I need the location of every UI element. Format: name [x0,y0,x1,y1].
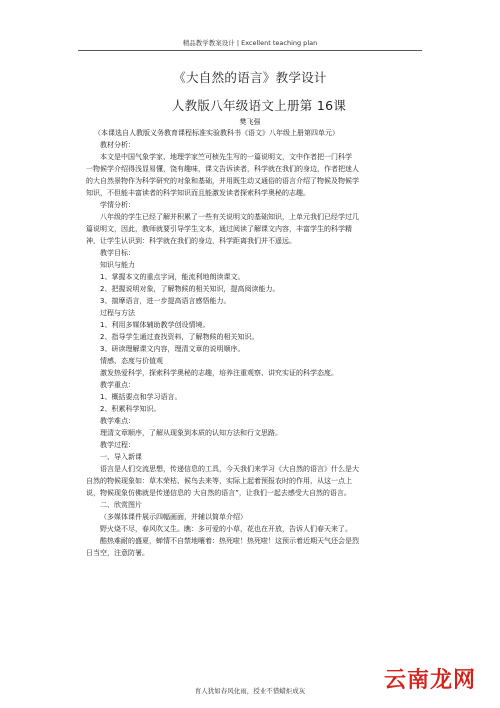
page-footer: 育人犹如春风化雨，授业不惜蜡炬成灰 [194,687,306,695]
text-line: 野火烧不尽，春风吹又生。瞧：多可爱的小草，花也在开放，告诉人们春天来了。 [100,525,352,533]
text-line: 理清文章顺序，了解从现象到本质的认知方法和行文思路。 [100,429,282,437]
author-name: 樊飞强 [239,118,261,126]
subsection-heading: 知识与能力 [100,261,135,269]
subsection-heading: 二、欣赏图片 [100,501,142,509]
text-line: 日当空，注意防暑。 [86,549,149,557]
list-item: 1、利用多媒体辅助教学创设情境。 [100,321,210,329]
text-line: 的大自然景物作为科学研究的对象和基础，并用既生动又通俗的语言介绍了物候及物候学 [86,177,359,185]
text-line: （多媒体课件展示四幅画面，并辅以简单介绍） [100,513,247,521]
section-heading: 教材分析： [100,141,135,149]
list-item: 3、研读理解课文内容，理清文章的说明顺序。 [100,345,245,353]
text-line: 本文是中国气象学家、地理学家竺可桢先生写的一篇说明文，文中作者把一门科学 [100,153,352,161]
text-line: 一物候学介绍得浅显易懂，饶有趣味，课文告诉读者，科学就在我们的身边，作者把迷人 [86,165,359,173]
subsection-heading: 过程与方法 [100,309,135,317]
watermark-logo: 云南龙网 [370,658,490,698]
text-line: 神，让学生认识到：科学就在我们的身边，科学距离我们并不遥远。 [86,237,296,245]
text-line: （本课选自人教版义务教育课程标准实验教科书《语文》八年级上册第四单元） [94,129,339,137]
list-item: 3、揣摩语言，进一步提高语言感悟能力。 [100,297,231,305]
text-line: 语言是人们交流思想，传递信息的工具，今天我们来学习《大自然的语言》什么是大 [100,465,359,473]
section-heading: 学情分析： [100,201,135,209]
text-line: 知识，不但能丰富读者的科学知识而且能激发读者探索科学奥秘的志趣。 [86,189,310,197]
section-heading: 教学过程： [100,441,135,449]
list-item: 2、指导学生通过查找资料，了解物候的相关知识。 [100,333,259,341]
list-item: 1、掌握本文的重点字词，能流利地朗读课文。 [100,273,245,281]
text-line: 八年级的学生已经了解并积累了一些有关说明文的基础知识，上单元我们已经学过几 [100,213,359,221]
page-header: 精品教学教案设计 | Excellent teaching plan [182,39,318,47]
header-divider [78,50,422,51]
text-line: 说，物候现象仿佛就是传递信息的 大自然的语言”，让我们一起去感受大自然的语言。 [86,489,351,497]
section-heading: 教学目标： [100,249,135,257]
list-item: 1、概括要点和学习语言。 [100,393,182,401]
section-heading: 教学难点： [100,417,135,425]
text-line: 篇说明文，因此，教师就要引导学生文本，通过阅读了解课文内容，丰富学生的科学精 [86,225,352,233]
list-item: 2、积累科学知识。 [100,405,161,413]
section-heading: 教学重点： [100,381,135,389]
subsection-heading: 一、导入新课 [100,453,142,461]
text-line: 自然的物候现象如：草木荣枯、候鸟去来等，实际上起着预报农时的作用，从这一点上 [86,477,352,485]
text-line: 激发热爱科学，探索科学奥秘的志趣，培养注重观察、讲究实证的科学态度。 [100,369,338,377]
document-body [86,127,410,559]
document-subtitle: 人教版八年级语文上册第 16课 [171,98,347,113]
document-title: 《大自然的语言》教学设计 [173,70,327,85]
text-line: 酷热难耐的盛夏，蝉情不自禁地嚷着：热死啦！热死啦！这预示着近期天气还会是烈 [100,537,359,545]
list-item: 2、把握说明对象，了解物候的相关知识，提高阅读能力。 [100,285,280,293]
subsection-heading: 情感、态度与价值观 [100,357,163,365]
